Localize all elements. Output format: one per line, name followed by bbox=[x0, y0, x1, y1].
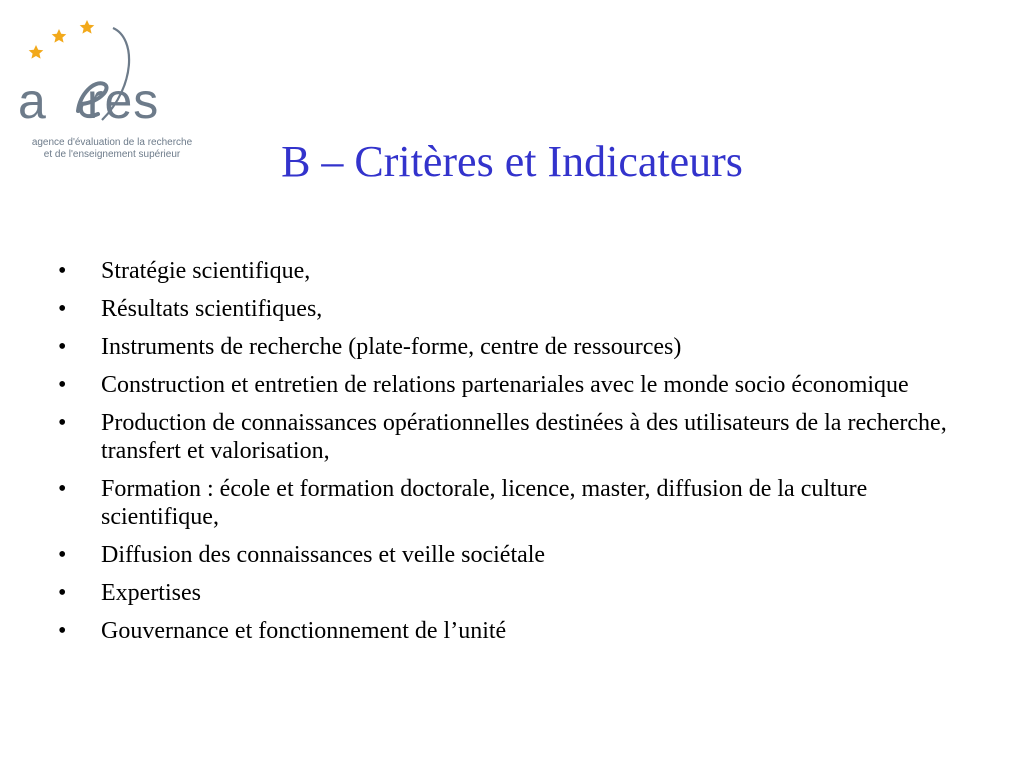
star-icon bbox=[29, 45, 44, 59]
bullet-item bbox=[58, 371, 978, 399]
bullet-item bbox=[58, 475, 978, 531]
bullet-text: Stratégie scientifique, bbox=[101, 258, 311, 284]
bullet-text: Gouvernance et fonctionnement de l’unité bbox=[101, 618, 507, 644]
bullet-item bbox=[58, 617, 978, 645]
bullet-icon: • bbox=[58, 410, 67, 436]
bullet-icon: • bbox=[58, 296, 67, 322]
logo-word-a: a bbox=[18, 73, 47, 129]
bullet-item bbox=[58, 409, 978, 465]
bullet-icon: • bbox=[58, 258, 67, 284]
bullet-text: Construction et entretien de relations partenariales avec le monde socio économique bbox=[101, 372, 909, 398]
logo-wordmark bbox=[18, 73, 160, 129]
bullet-item bbox=[58, 333, 978, 361]
aeres-logo bbox=[18, 16, 198, 160]
bullet-icon: • bbox=[58, 542, 67, 568]
bullet-icon: • bbox=[58, 618, 67, 644]
star-icon bbox=[80, 20, 95, 34]
bullet-text: Résultats scientifiques, bbox=[101, 296, 323, 322]
bullet-item bbox=[58, 257, 978, 285]
logo-tagline-line2: et de l'enseignement supérieur bbox=[43, 149, 181, 160]
bullet-text: Instruments de recherche (plate-forme, centre de ressources) bbox=[101, 334, 682, 360]
star-icon bbox=[52, 29, 67, 43]
logo-tagline-line1: agence d'évaluation de la recherche bbox=[31, 137, 193, 148]
bullet-text: Diffusion des connaissances et veille sociétale bbox=[101, 542, 546, 568]
logo-word-res: res bbox=[86, 73, 160, 129]
bullet-icon: • bbox=[58, 580, 67, 606]
bullet-item bbox=[58, 541, 978, 569]
bullet-text: Expertises bbox=[101, 580, 201, 606]
bullet-icon: • bbox=[58, 334, 67, 360]
bullet-item bbox=[58, 579, 978, 607]
bullet-icon: • bbox=[58, 372, 67, 398]
slide-title: B – Critères et Indicateurs bbox=[281, 137, 743, 186]
bullet-text: Formation : école et formation doctorale, licence, master, diffusion de la culture scientifique, bbox=[101, 476, 868, 530]
bullet-icon: • bbox=[58, 476, 67, 502]
bullet-list bbox=[58, 257, 978, 655]
bullet-text: Production de connaissances opérationnelles destinées à des utilisateurs de la recherche, transfert et valorisation, bbox=[101, 410, 947, 464]
bullet-item bbox=[58, 295, 978, 323]
